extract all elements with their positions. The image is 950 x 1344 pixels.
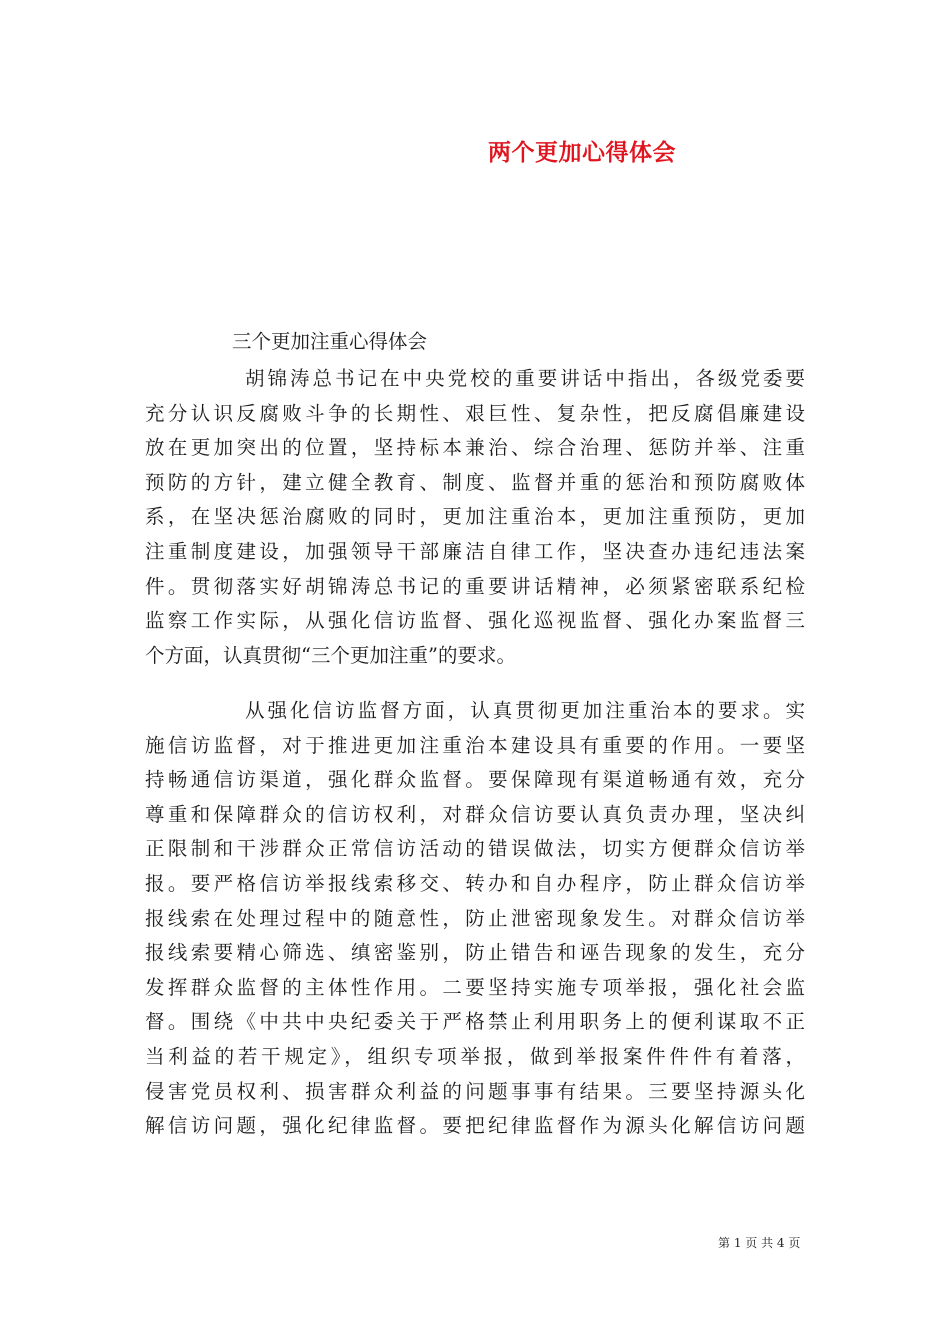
body-paragraph-2 (145, 694, 805, 1144)
paragraph-line: 监察工作实际，从强化信访监督、强化巡视监督、强化办案监督三 (145, 609, 805, 633)
paragraph-line: 督。围绕《中共中央纪委关于严格禁止利用职务上的便利谋取不正 (145, 1010, 805, 1034)
paragraph-line: 报线索在处理过程中的随意性，防止泄密现象发生。对群众信访举 (145, 906, 805, 930)
paragraph-line: 发挥群众监督的主体性作用。二要坚持实施专项举报，强化社会监 (145, 975, 805, 999)
paragraph-line: 系，在坚决惩治腐败的同时，更加注重治本，更加注重预防，更加 (145, 505, 805, 529)
page-indicator: 第 1 页 共 4 页 (718, 1236, 801, 1250)
paragraph-line: 当利益的若干规定》，组织专项举报，做到举报案件件件有着落， (145, 1044, 805, 1068)
paragraph-line: 正限制和干涉群众正常信访活动的错误做法，切实方便群众信访举 (145, 837, 805, 861)
paragraph-line: 预防的方针，建立健全教育、制度、监督并重的惩治和预防腐败体 (145, 470, 805, 494)
paragraph-line: 尊重和保障群众的信访权利，对群众信访要认真负责办理，坚决纠 (145, 802, 805, 826)
paragraph-line: 放在更加突出的位置，坚持标本兼治、综合治理、惩防并举、注重 (145, 436, 805, 460)
paragraph-line: 持畅通信访渠道，强化群众监督。要保障现有渠道畅通有效，充分 (145, 768, 805, 792)
paragraph-line: 胡锦涛总书记在中央党校的重要讲话中指出，各级党委要 (245, 367, 805, 390)
paragraph-line: 报。要严格信访举报线索移交、转办和自办程序，防止群众信访举 (145, 871, 805, 895)
paragraph-line: 注重制度建设，加强领导干部廉洁自律工作，坚决查办违纪违法案 (145, 539, 805, 563)
paragraph-line: 个方面，认真贯彻“三个更加注重”的要求。 (145, 643, 516, 667)
paragraph-line: 施信访监督，对于推进更加注重治本建设具有重要的作用。一要坚 (145, 733, 805, 757)
document-title: 两个更加心得体会 (488, 139, 676, 166)
document-subtitle: 三个更加注重心得体会 (232, 330, 428, 353)
paragraph-line: 侵害党员权利、损害群众利益的问题事事有结果。三要坚持源头化 (145, 1079, 805, 1103)
paragraph-line: 报线索要精心筛选、缜密鉴别，防止错告和诬告现象的发生，充分 (145, 941, 805, 965)
body-paragraph-1 (145, 362, 805, 673)
paragraph-line: 从强化信访监督方面，认真贯彻更加注重治本的要求。实 (245, 699, 805, 722)
paragraph-line: 解信访问题，强化纪律监督。要把纪律监督作为源头化解信访问题 (145, 1114, 805, 1138)
paragraph-line: 充分认识反腐败斗争的长期性、艰巨性、复杂性，把反腐倡廉建设 (145, 401, 805, 425)
paragraph-line: 件。贯彻落实好胡锦涛总书记的重要讲话精神，必须紧密联系纪检 (145, 574, 805, 598)
